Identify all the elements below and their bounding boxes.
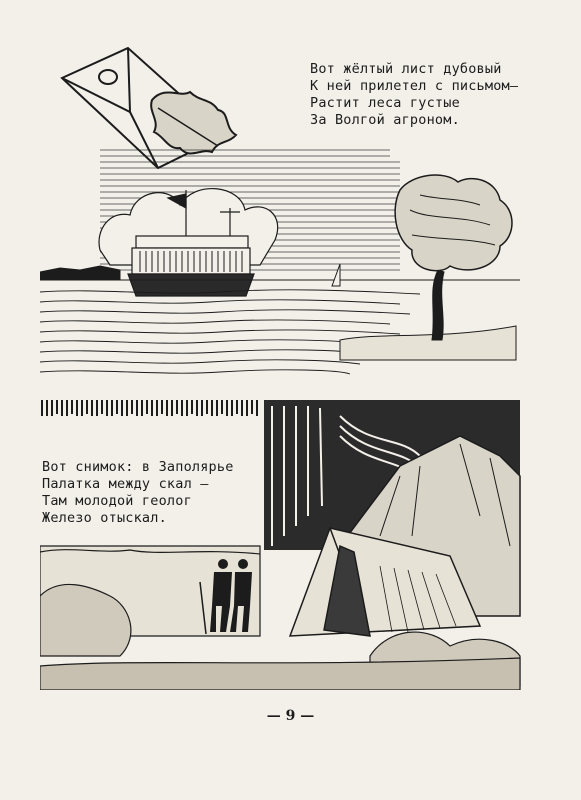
arctic-tent-illustration — [40, 396, 522, 690]
verse-line: За Волгой агроном. — [310, 112, 460, 128]
page-number: — 9 — — [266, 708, 315, 724]
verse-line: Там молодой геолог — [42, 493, 192, 509]
verse-line: Растит леса густые — [310, 95, 460, 111]
verse-line: Вот снимок: в Заполярье — [42, 459, 234, 475]
verse-line: К ней прилетел с письмом— — [310, 78, 519, 94]
verse-line: Вот жёлтый лист дубовый — [310, 61, 502, 77]
verse-line: Железо отыскал. — [42, 510, 167, 526]
verse-line: Палатка между скал — — [42, 476, 209, 492]
verse-arctic-tent — [42, 459, 234, 527]
verse-oak-leaf — [310, 61, 518, 129]
